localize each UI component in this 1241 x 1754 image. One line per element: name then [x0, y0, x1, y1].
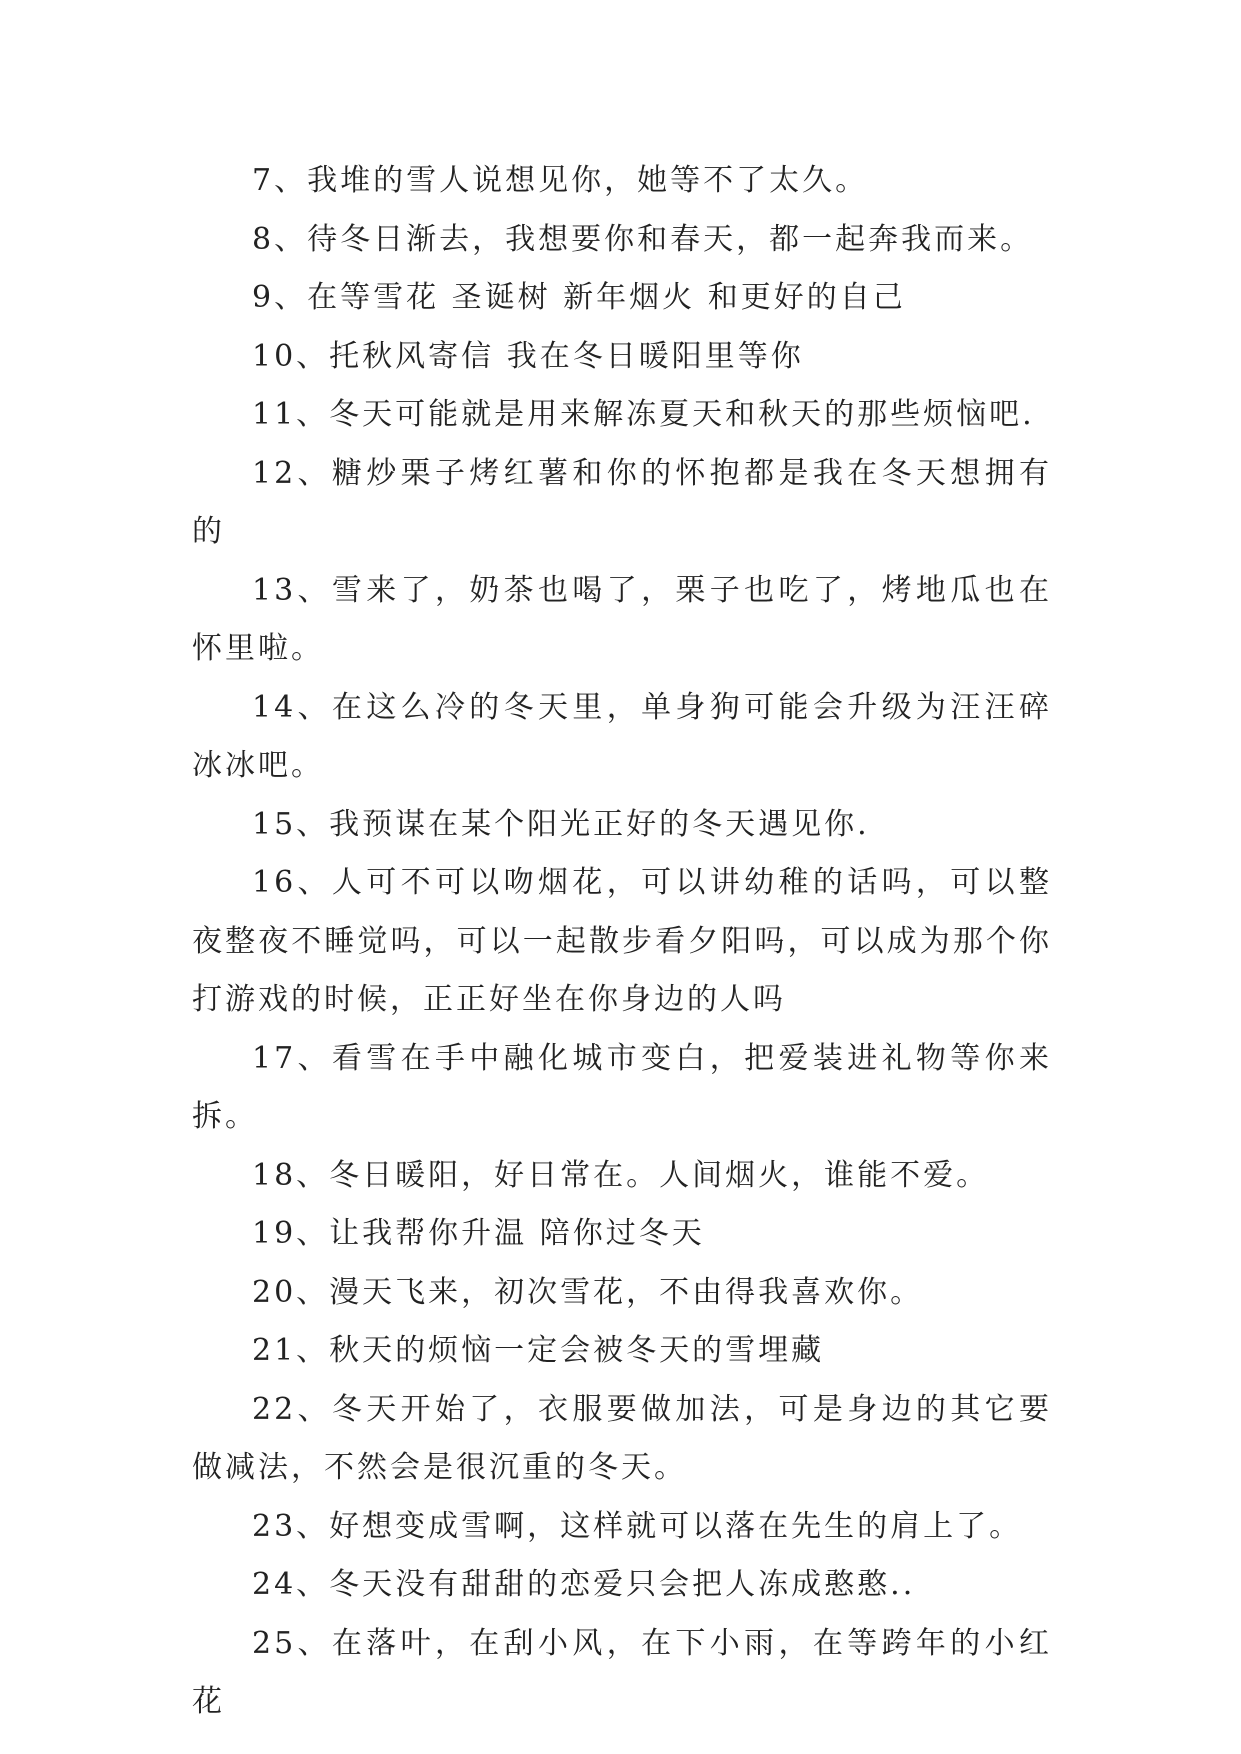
paragraph-15: 15、我预谋在某个阳光正好的冬天遇见你. [252, 806, 870, 842]
paragraph-24: 24、冬天没有甜甜的恋爱只会把人冻成憨憨.. [252, 1567, 916, 1602]
paragraph-21: 21、秋天的烦恼一定会被冬天的雪埋藏 [252, 1333, 825, 1368]
paragraph-14: 14、在这么冷的冬天里，单身狗可能会升级为汪汪碎冰冰吧。 [192, 689, 1052, 783]
paragraph-9: 9、在等雪花 圣诞树 新年烟火 和更好的自己 [252, 280, 906, 315]
paragraph-20: 20、漫天飞来，初次雪花，不由得我喜欢你。 [252, 1274, 924, 1310]
paragraph-17: 17、看雪在手中融化城市变白，把爱装进礼物等你来拆。 [192, 1040, 1052, 1134]
document-body [192, 152, 1052, 1732]
paragraph-12: 12、糖炒栗子烤红薯和你的怀抱都是我在冬天想拥有的 [192, 455, 1052, 549]
paragraph-22: 22、冬天开始了，衣服要做加法，可是身边的其它要做减法，不然会是很沉重的冬天。 [192, 1391, 1052, 1485]
paragraph-7: 7、我堆的雪人说想见你，她等不了太久。 [252, 163, 869, 198]
paragraph-8: 8、待冬日渐去，我想要你和春天，都一起奔我而来。 [252, 221, 1034, 257]
paragraph-10: 10、托秋风寄信 我在冬日暖阳里等你 [252, 338, 804, 374]
paragraph-23: 23、好想变成雪啊，这样就可以落在先生的肩上了。 [252, 1508, 1023, 1544]
paragraph-19: 19、让我帮你升温 陪你过冬天 [252, 1216, 705, 1251]
paragraph-13: 13、雪来了，奶茶也喝了，栗子也吃了，烤地瓜也在怀里啦。 [192, 572, 1052, 666]
paragraph-11: 11、冬天可能就是用来解冻夏天和秋天的那些烦恼吧. [252, 397, 1035, 432]
paragraph-16: 16、人可不可以吻烟花，可以讲幼稚的话吗，可以整夜整夜不睡觉吗，可以一起散步看夕阳吗，可以成为那个你打游戏的时候，正正好坐在你身边的人吗 [192, 865, 1052, 1017]
paragraph-25: 25、在落叶，在刮小风，在下小雨，在等跨年的小红花 [192, 1625, 1052, 1719]
paragraph-18: 18、冬日暖阳，好日常在。人间烟火，谁能不爱。 [252, 1157, 990, 1193]
